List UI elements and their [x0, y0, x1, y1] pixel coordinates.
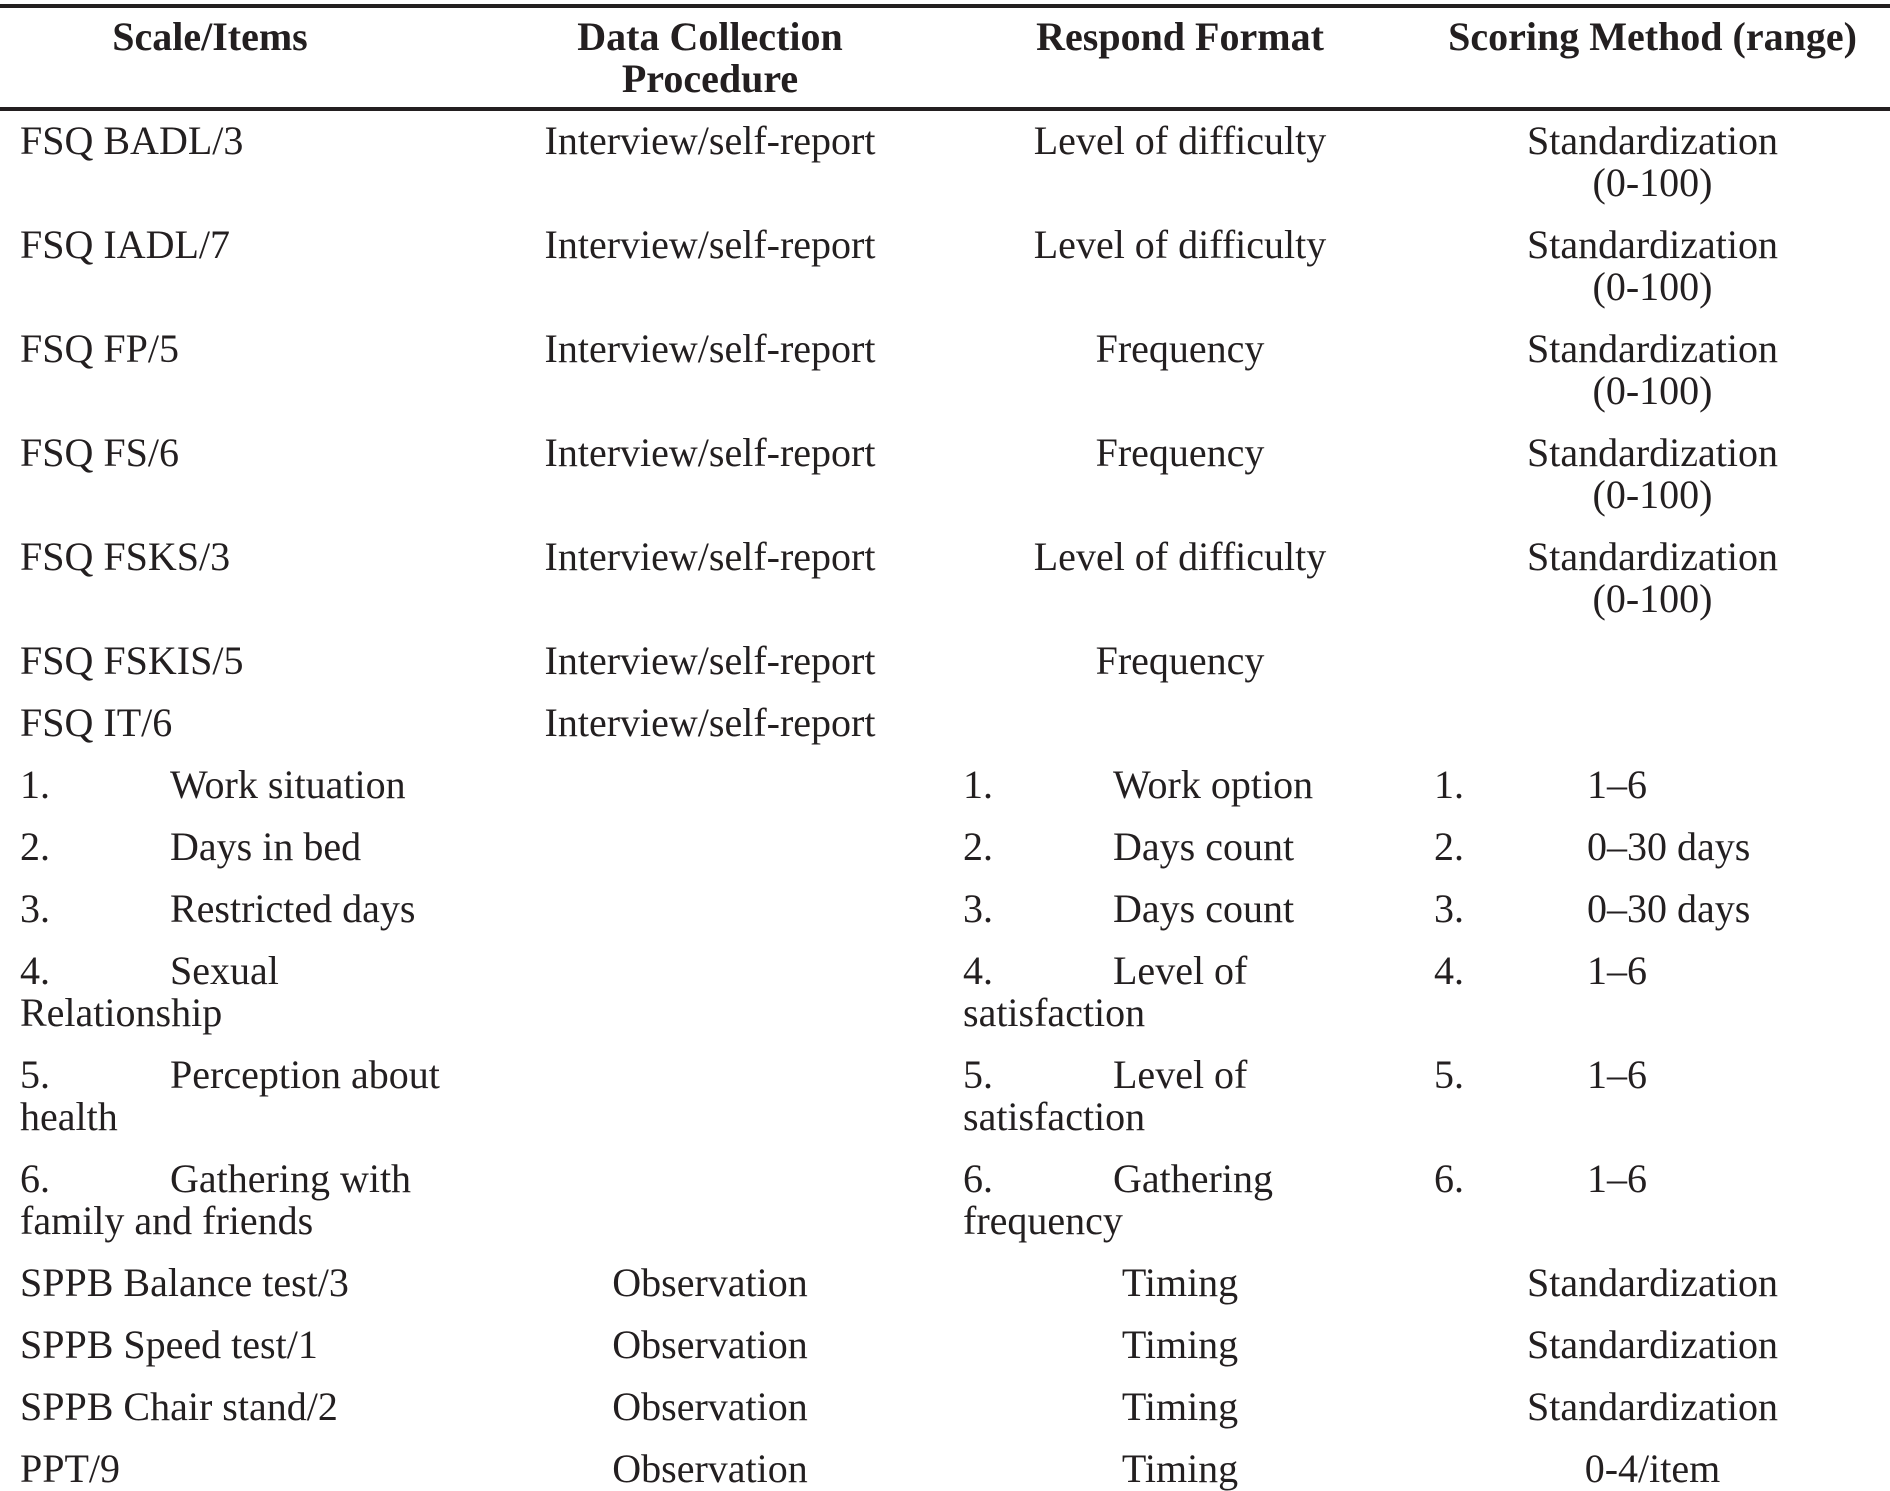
format-label: Work option: [1113, 762, 1314, 807]
format-cell: Level of difficulty: [1033, 222, 1327, 267]
scoring-number: 3.: [1434, 886, 1464, 931]
scale-cell: FSQ IT/6: [20, 700, 173, 745]
table-top-rule: [0, 4, 1890, 8]
format-cell: Timing: [1121, 1446, 1239, 1491]
item-label: Perception about: [170, 1052, 440, 1097]
item-number: 3.: [20, 886, 50, 931]
format-label-cont: satisfaction: [963, 990, 1146, 1035]
item-label: Restricted days: [170, 886, 416, 931]
format-cell: Frequency: [1095, 326, 1265, 371]
scoring-line2: (0-100): [1592, 576, 1713, 621]
procedure-cell: Interview/self-report: [544, 638, 876, 683]
procedure-cell: Interview/self-report: [544, 430, 876, 475]
scale-cell: FSQ IADL/7: [20, 222, 231, 267]
format-cell: Timing: [1121, 1384, 1239, 1429]
format-label: Level of: [1113, 1052, 1248, 1097]
format-label: Gathering: [1113, 1156, 1273, 1201]
format-label: Level of: [1113, 948, 1248, 993]
item-label-cont: family and friends: [20, 1198, 314, 1243]
procedure-cell: Observation: [612, 1322, 808, 1367]
item-number: 2.: [20, 824, 50, 869]
header-data-collection: [500, 16, 920, 100]
format-cell: Timing: [1121, 1260, 1239, 1305]
item-label: Work situation: [170, 762, 406, 807]
scoring-number: 2.: [1434, 824, 1464, 869]
scoring-cell: Standardization: [1526, 1322, 1779, 1367]
scoring-line2: (0-100): [1592, 472, 1713, 517]
scoring-line1: Standardization: [1526, 430, 1779, 475]
format-number: 1.: [963, 762, 993, 807]
format-cell: Frequency: [1095, 430, 1265, 475]
scoring-number: 1.: [1434, 762, 1464, 807]
scale-cell: FSQ FSKS/3: [20, 534, 231, 579]
item-label-cont: health: [20, 1094, 118, 1139]
format-number: 4.: [963, 948, 993, 993]
procedure-cell: Interview/self-report: [544, 326, 876, 371]
scoring-cell: Standardization: [1526, 1260, 1779, 1305]
format-cell: Level of difficulty: [1033, 534, 1327, 579]
format-cell: Frequency: [1095, 638, 1265, 683]
scoring-number: 5.: [1434, 1052, 1464, 1097]
scoring-line2: (0-100): [1592, 368, 1713, 413]
format-number: 3.: [963, 886, 993, 931]
scoring-cell: [1450, 328, 1855, 412]
procedure-cell: Observation: [612, 1260, 808, 1305]
format-cell: Timing: [1121, 1322, 1239, 1367]
item-label: Sexual: [170, 948, 279, 993]
scoring-value: 0–30 days: [1587, 824, 1751, 869]
format-label: Days count: [1113, 886, 1295, 931]
item-label: Gathering with: [170, 1156, 412, 1201]
header-scale-items: Scale/Items: [112, 14, 308, 59]
scoring-number: 6.: [1434, 1156, 1464, 1201]
scoring-line1: Standardization: [1526, 222, 1779, 267]
header-data-collection-line1: Data Collection: [577, 14, 843, 59]
scoring-line2: (0-100): [1592, 264, 1713, 309]
scale-cell: FSQ FS/6: [20, 430, 179, 475]
scale-cell: SPPB Balance test/3: [20, 1260, 349, 1305]
format-label-cont: satisfaction: [963, 1094, 1146, 1139]
scoring-line1: Standardization: [1526, 534, 1779, 579]
scoring-value: 1–6: [1587, 1052, 1647, 1097]
item-label: Days in bed: [170, 824, 362, 869]
scale-cell: FSQ BADL/3: [20, 118, 244, 163]
item-number: 6.: [20, 1156, 50, 1201]
scoring-cell: [1450, 432, 1855, 516]
scale-cell: SPPB Speed test/1: [20, 1322, 318, 1367]
procedure-cell: Observation: [612, 1446, 808, 1491]
item-label-cont: Relationship: [20, 990, 223, 1035]
scoring-cell: [1450, 120, 1855, 204]
scoring-number: 4.: [1434, 948, 1464, 993]
scoring-value: 0–30 days: [1587, 886, 1751, 931]
scoring-line2: (0-100): [1592, 160, 1713, 205]
scoring-value: 1–6: [1587, 1156, 1647, 1201]
table-header-rule: [0, 107, 1890, 111]
scoring-line1: Standardization: [1526, 326, 1779, 371]
format-label-cont: frequency: [963, 1198, 1123, 1243]
item-number: 4.: [20, 948, 50, 993]
format-cell: Level of difficulty: [1033, 118, 1327, 163]
header-data-collection-line2: Procedure: [621, 56, 799, 101]
procedure-cell: Interview/self-report: [544, 118, 876, 163]
scoring-cell: 0-4/item: [1584, 1446, 1721, 1491]
scale-cell: FSQ FSKIS/5: [20, 638, 244, 683]
procedure-cell: Interview/self-report: [544, 700, 876, 745]
procedure-cell: Interview/self-report: [544, 534, 876, 579]
scale-cell: FSQ FP/5: [20, 326, 179, 371]
scale-cell: PPT/9: [20, 1446, 121, 1491]
scoring-cell: [1450, 224, 1855, 308]
procedure-cell: Interview/self-report: [544, 222, 876, 267]
format-number: 2.: [963, 824, 993, 869]
procedure-cell: Observation: [612, 1384, 808, 1429]
format-number: 5.: [963, 1052, 993, 1097]
format-label: Days count: [1113, 824, 1295, 869]
scoring-line1: Standardization: [1526, 118, 1779, 163]
header-respond-format: Respond Format: [1036, 14, 1324, 59]
scoring-value: 1–6: [1587, 948, 1647, 993]
format-number: 6.: [963, 1156, 993, 1201]
scoring-cell: [1450, 536, 1855, 620]
item-number: 1.: [20, 762, 50, 807]
header-scoring-method: Scoring Method (range): [1448, 14, 1857, 59]
item-number: 5.: [20, 1052, 50, 1097]
scale-cell: SPPB Chair stand/2: [20, 1384, 338, 1429]
scoring-cell: Standardization: [1526, 1384, 1779, 1429]
scoring-value: 1–6: [1587, 762, 1647, 807]
